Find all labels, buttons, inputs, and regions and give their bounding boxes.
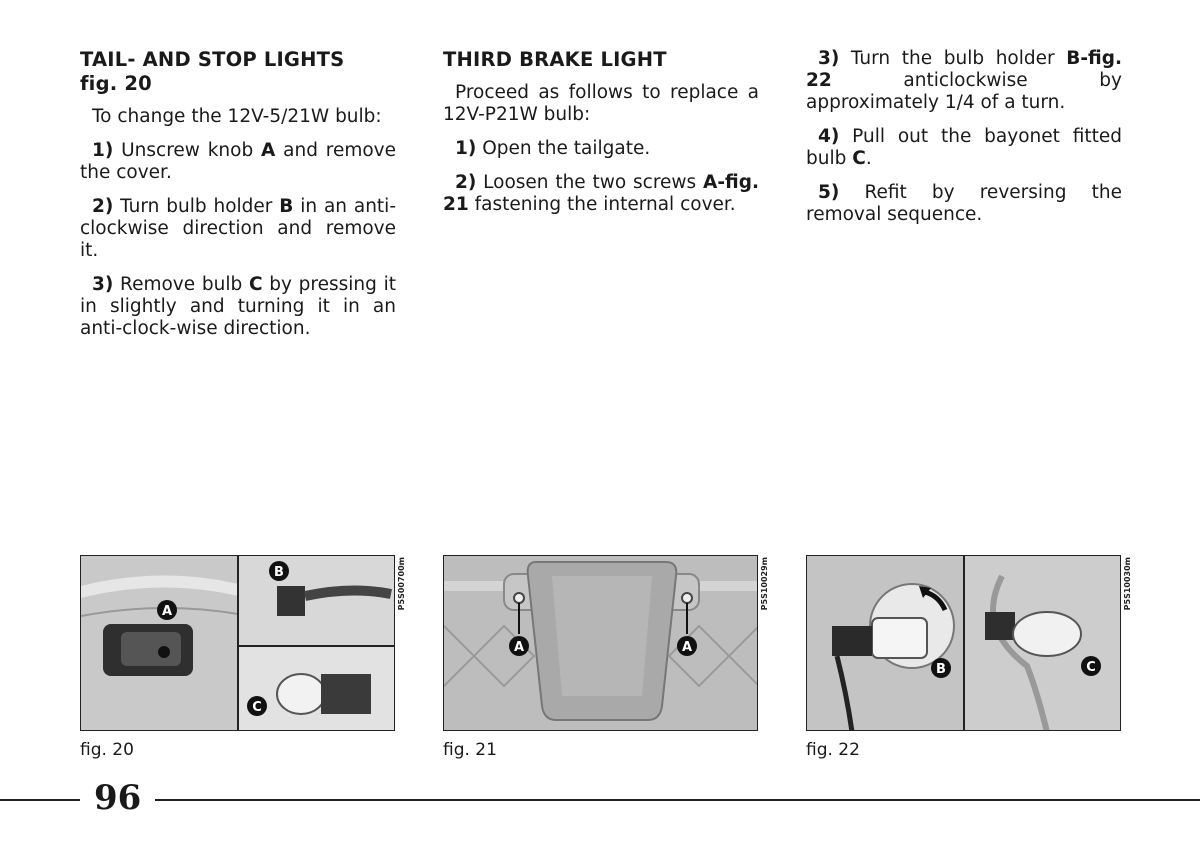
step-4: 4) Pull out the bayonet fitted bulb C. [806, 126, 1122, 169]
step-2: 2) Loosen the two screws A-fig. 21 fastening the internal cover. [443, 172, 759, 215]
svg-text:B: B [936, 662, 946, 677]
figure-22-illustration [807, 556, 1121, 731]
figure-22 [806, 555, 1121, 731]
svg-text:B: B [274, 565, 284, 580]
svg-text:C: C [252, 700, 262, 715]
step-1: 1) Open the tailgate. [455, 138, 651, 159]
figure-20-code: P5S00700m [397, 557, 406, 611]
column-continued-steps [806, 48, 1122, 238]
figure-21-code: P5S10029m [760, 557, 769, 611]
label-a-right-marker [677, 636, 697, 656]
label-a-left-marker [509, 636, 529, 656]
figure-20-illustration [81, 556, 395, 731]
step-5: 5) Refit by reversing the removal sequence. [806, 182, 1122, 225]
label-c-marker [1081, 656, 1101, 676]
label-c-marker [247, 696, 267, 716]
intro-text: Proceed as follows to replace a 12V-P21W bulb: [443, 82, 759, 125]
column-third-brake-light [443, 48, 759, 228]
figure-22-caption: fig. 22 [806, 740, 860, 760]
footer-rule-left [0, 799, 80, 801]
step-2: 2) Turn bulb holder B in an anti-clockwise direction and remove it. [80, 196, 396, 261]
intro-text: To change the 12V-5/21W bulb: [92, 106, 382, 127]
figure-21 [443, 555, 758, 731]
svg-text:A: A [161, 604, 173, 619]
step-1: 1) Unscrew knob A and remove the cover. [80, 140, 396, 183]
label-b-marker [269, 561, 289, 581]
page-number: 96 [94, 778, 142, 818]
svg-text:A: A [681, 640, 693, 655]
step-3: 3) Remove bulb C by pressing it in slightly and turning it in an anti-clock-wise direction. [80, 274, 396, 339]
step-3: 3) Turn the bulb holder B-fig. 22 anticlockwise by approximately 1/4 of a turn. [806, 48, 1122, 113]
figure-20 [80, 555, 395, 731]
label-a-marker [157, 600, 177, 620]
figure-22-code: P5S10030m [1123, 557, 1132, 611]
column-tail-stop-lights [80, 48, 396, 352]
footer-rule-right [155, 799, 1200, 801]
section-heading: TAIL- AND STOP LIGHTS fig. 20 [80, 48, 345, 95]
label-b-marker [931, 658, 951, 678]
figure-21-caption: fig. 21 [443, 740, 497, 760]
svg-text:C: C [1086, 660, 1096, 675]
figure-20-caption: fig. 20 [80, 740, 134, 760]
figure-21-illustration [444, 556, 758, 731]
section-heading: THIRD BRAKE LIGHT [443, 48, 667, 71]
svg-text:A: A [513, 640, 525, 655]
